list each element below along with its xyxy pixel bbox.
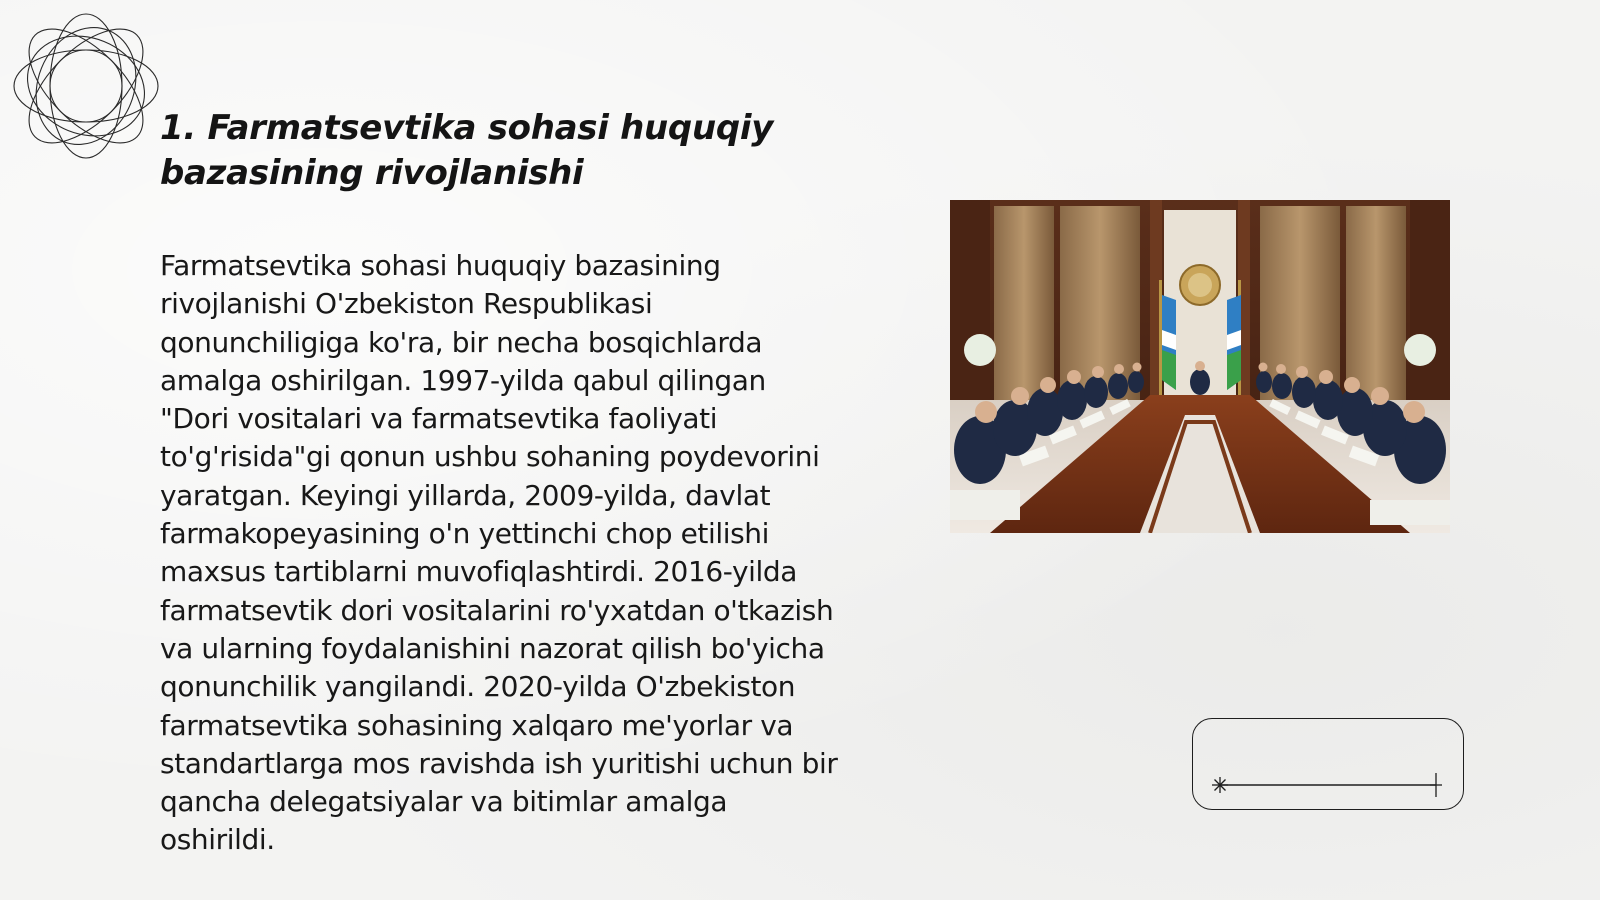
decorative-line: [1198, 770, 1448, 800]
slide-title: 1. Farmatsevtika sohasi huquqiy bazasining rivojlanishi: [160, 108, 774, 193]
meeting-photo: [950, 200, 1450, 533]
slide-body-text: Farmatsevtika sohasi huquqiy bazasining rivojlanishi O'zbekiston Respublikasi qonunchiligiga ko'ra, bir necha bosqichlarda amalga oshirilgan. 1997-yilda qabul qilingan "Dori vositalari va farmatsevtika faoliyati to'g'risida"gi qonun ushbu sohaning poydevorini yaratgan. Keyingi yillarda, 2009-yilda, davlat farmakopeyasining o'n yettinchi chop etilishi maxsus tartiblarni muvofiqlashtirdi. 2016-yilda farmatsevtik dori vositalarini ro'yxatdan o'tkazish va ularning foydalanishini nazorat qilish bo'yicha qonunchilik yangilandi. 2020-yilda O'zbekiston farmatsevtika sohasining xalqaro me'yorlar va standartlarga mos ravishda ish yuritishi uchun bir qancha delegatsiyalar va bitimlar amalga oshirildi.: [160, 249, 838, 857]
cross-icon: [1430, 773, 1442, 797]
circular-ornament-icon: [8, 8, 164, 164]
sparkle-icon: [1212, 777, 1228, 793]
